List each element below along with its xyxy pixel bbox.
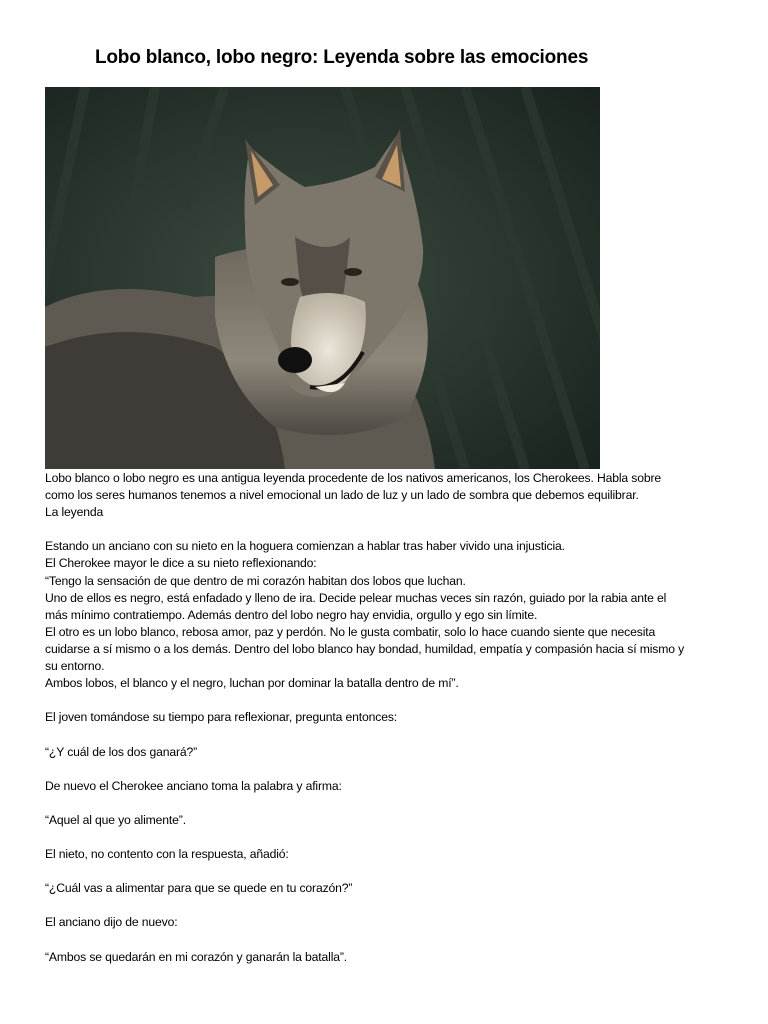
paragraph-line: “¿Cuál vas a alimentar para que se quede en tu corazón?”	[45, 881, 353, 896]
paragraph-line: De nuevo el Cherokee anciano toma la palabra y afirma:	[45, 778, 342, 793]
paragraph-line: Estando un anciano con su nieto en la hoguera comienzan a hablar tras haber vivido una injusticia.	[45, 539, 565, 554]
paragraph-line: El anciano dijo de nuevo:	[45, 915, 178, 930]
section-heading: La leyenda	[45, 505, 104, 520]
paragraph-line: cuidarse a sí mismo o a los demás. Dentro del lobo blanco hay bondad, humildad, empatía y compasión hacia sí mismo y	[45, 641, 685, 656]
paragraph-line: El otro es un lobo blanco, rebosa amor, paz y perdón. No le gusta combatir, solo lo hace cuando siente que necesita	[45, 624, 656, 639]
paragraph-line: “Tengo la sensación de que dentro de mi corazón habitan dos lobos que luchan.	[45, 573, 466, 588]
paragraph-line: El Cherokee mayor le dice a su nieto reflexionando:	[45, 556, 317, 571]
paragraph-line: su entorno.	[45, 659, 105, 674]
paragraph-line: “Ambos se quedarán en mi corazón y ganarán la batalla”.	[45, 949, 348, 964]
paragraph-line: Uno de ellos es negro, está enfadado y lleno de ira. Decide pelear muchas veces sin razón, guiado por la rabia ante el	[45, 590, 667, 605]
body-text	[45, 470, 735, 966]
wolf-photo	[45, 87, 600, 469]
paragraph-line: como los seres humanos tenemos a nivel emocional un lado de luz y un lado de sombra que debemos equilibrar.	[45, 488, 639, 503]
paragraph-line: Ambos lobos, el blanco y el negro, luchan por dominar la batalla dentro de mí”.	[45, 676, 459, 691]
paragraph-line: El joven tomándose su tiempo para reflexionar, pregunta entonces:	[45, 710, 398, 725]
page-title: Lobo blanco, lobo negro: Leyenda sobre las emociones	[95, 47, 589, 68]
paragraph-line: “Aquel al que yo alimente”.	[45, 812, 186, 827]
paragraph-line: Lobo blanco o lobo negro es una antigua leyenda procedente de los nativos americanos, los Cherokees. Habla sobre	[45, 471, 662, 485]
paragraph-line: más mínimo contratiempo. Además dentro del lobo negro hay envidia, orgullo y ego sin límite.	[45, 607, 538, 622]
paragraph-line: El nieto, no contento con la respuesta, añadió:	[45, 847, 289, 862]
paragraph-line: “¿Y cuál de los dos ganará?”	[45, 744, 198, 759]
